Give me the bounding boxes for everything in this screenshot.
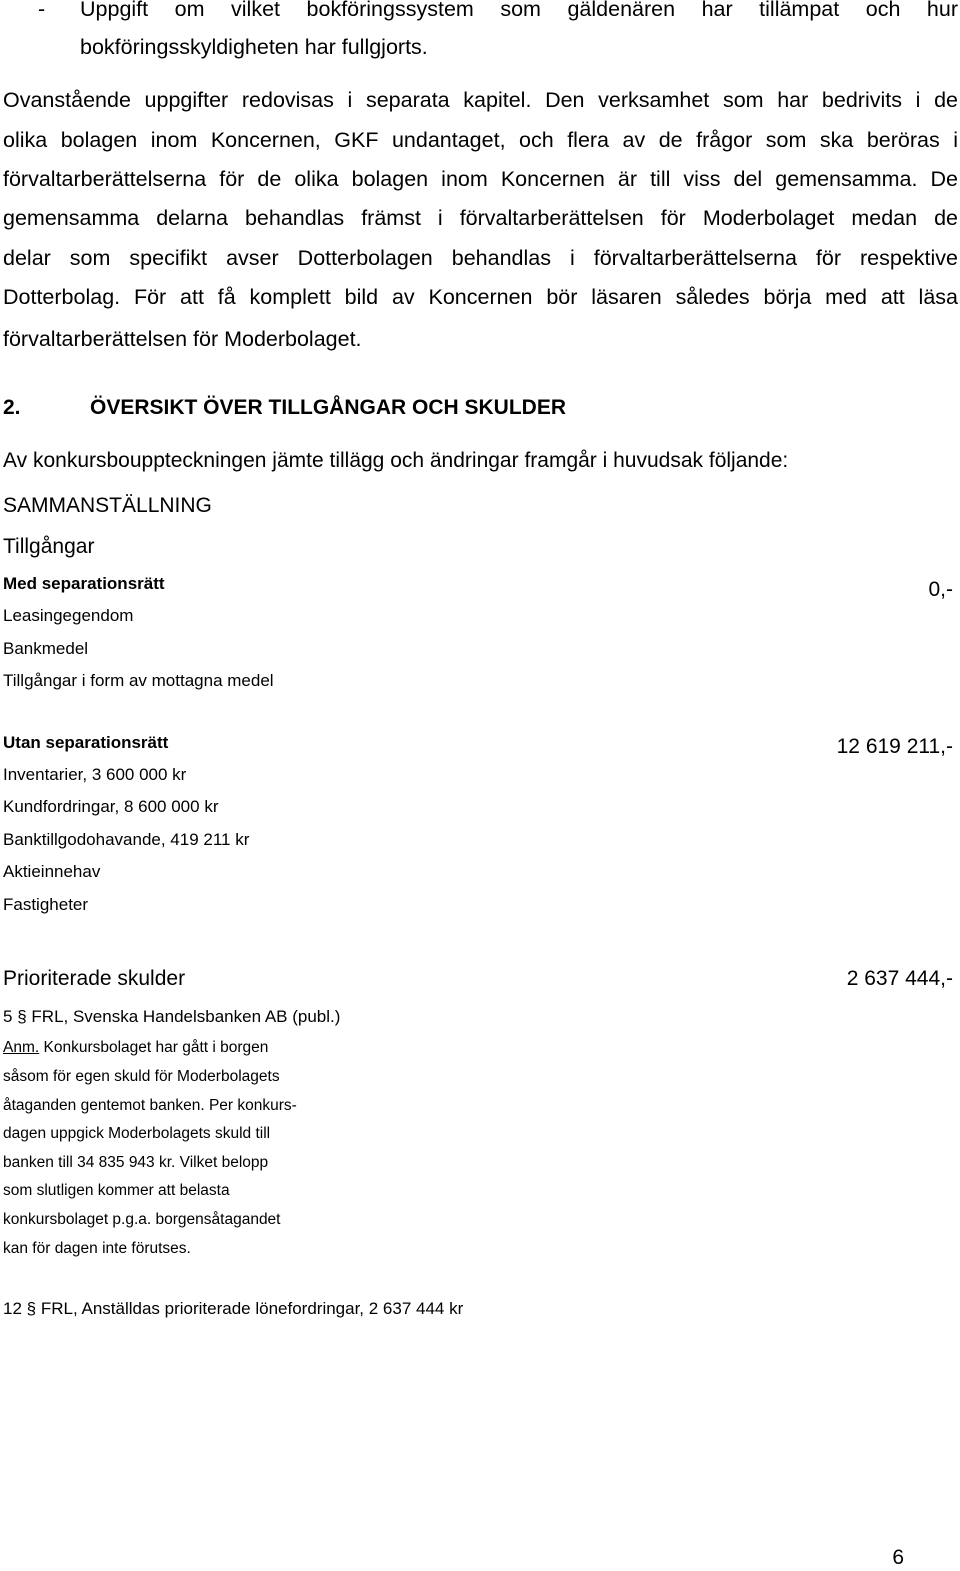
section-number: 2. <box>3 396 21 419</box>
asset-item: Aktieinnehav <box>3 862 101 881</box>
summary-heading: SAMMANSTÄLLNING <box>3 494 212 517</box>
without-separation-label: Utan separationsrätt <box>3 733 169 752</box>
with-separation-amount: 0,- <box>928 578 953 601</box>
section-sign-icon: § <box>17 1007 27 1026</box>
frl5-number: 5 <box>3 1007 13 1026</box>
priority-debts-amount: 2 637 444,- <box>846 967 953 990</box>
note-label: Anm. <box>3 1039 40 1056</box>
frl5-text: FRL, Svenska Handelsbanken AB (publ.) <box>31 1007 341 1026</box>
note-line: konkursbolaget p.g.a. borgensåtagandet <box>3 1211 281 1228</box>
intro-paragraph-line: delar som specifikt avser Dotterbolagen behandlas i förvaltarberättelserna för respektive <box>3 246 958 270</box>
frl12-number: 12 <box>3 1299 22 1318</box>
intro-paragraph-line: olika bolagen inom Koncernen, GKF undantaget, och flera av de frågor som ska beröras i <box>3 128 958 152</box>
intro-paragraph-line: Dotterbolag. För att få komplett bild av Koncernen bör läsaren således börja med att läsa <box>3 285 958 309</box>
assets-heading: Tillgångar <box>3 535 95 558</box>
intro-paragraph-line: förvaltarberättelserna för de olika bolagen inom Koncernen är till viss del gemensamma. De <box>3 167 958 191</box>
bullet-line-1: Uppgift om vilket bokföringssystem som gäldenären har tillämpat och hur <box>80 0 958 21</box>
asset-item: Kundfordringar, 8 600 000 kr <box>3 797 219 816</box>
asset-item: Fastigheter <box>3 895 89 914</box>
note-line: såsom för egen skuld för Moderbolagets <box>3 1068 280 1085</box>
asset-item: Inventarier, 3 600 000 kr <box>3 765 187 784</box>
asset-item: Bankmedel <box>3 639 89 658</box>
frl12-line <box>3 1299 463 1319</box>
section-lead: Av konkursbouppteckningen jämte tillägg och ändringar framgår i huvudsak följande: <box>3 449 789 472</box>
note-line: banken till 34 835 943 kr. Vilket belopp <box>3 1154 269 1171</box>
bullet-dash: - <box>38 0 46 21</box>
frl5-line <box>3 1007 340 1027</box>
note-line: som slutligen kommer att belasta <box>3 1182 230 1199</box>
note-line: åtaganden gentemot banken. Per konkurs- <box>3 1097 297 1114</box>
frl12-text: FRL, Anställdas prioriterade lönefordringar, 2 637 444 kr <box>40 1299 464 1318</box>
note-line-1 <box>3 1039 268 1057</box>
asset-item: Tillgångar i form av mottagna medel <box>3 671 274 690</box>
asset-item: Leasingegendom <box>3 606 134 625</box>
priority-debts-label: Prioriterade skulder <box>3 967 186 990</box>
intro-paragraph-line: förvaltarberättelsen för Moderbolaget. <box>3 327 362 351</box>
intro-paragraph-line: Ovanstående uppgifter redovisas i separata kapitel. Den verksamhet som har bedrivits i de <box>3 88 958 112</box>
without-separation-amount: 12 619 211,- <box>836 735 953 758</box>
section-title: ÖVERSIKT ÖVER TILLGÅNGAR OCH SKULDER <box>90 396 567 419</box>
with-separation-label: Med separationsrätt <box>3 574 165 593</box>
bullet-line-2: bokföringsskyldigheten har fullgjorts. <box>80 35 428 59</box>
intro-paragraph-line: gemensamma delarna behandlas främst i förvaltarberättelsen för Moderbolaget medan de <box>3 206 958 230</box>
section-sign-icon: § <box>26 1299 37 1318</box>
asset-item: Banktillgodohavande, 419 211 kr <box>3 830 250 849</box>
note-line: kan för dagen inte förutses. <box>3 1240 191 1257</box>
note-line: dagen uppgick Moderbolagets skuld till <box>3 1125 271 1142</box>
note-text: Konkursbolaget har gått i borgen <box>43 1039 269 1056</box>
page-number: 6 <box>892 1546 904 1569</box>
